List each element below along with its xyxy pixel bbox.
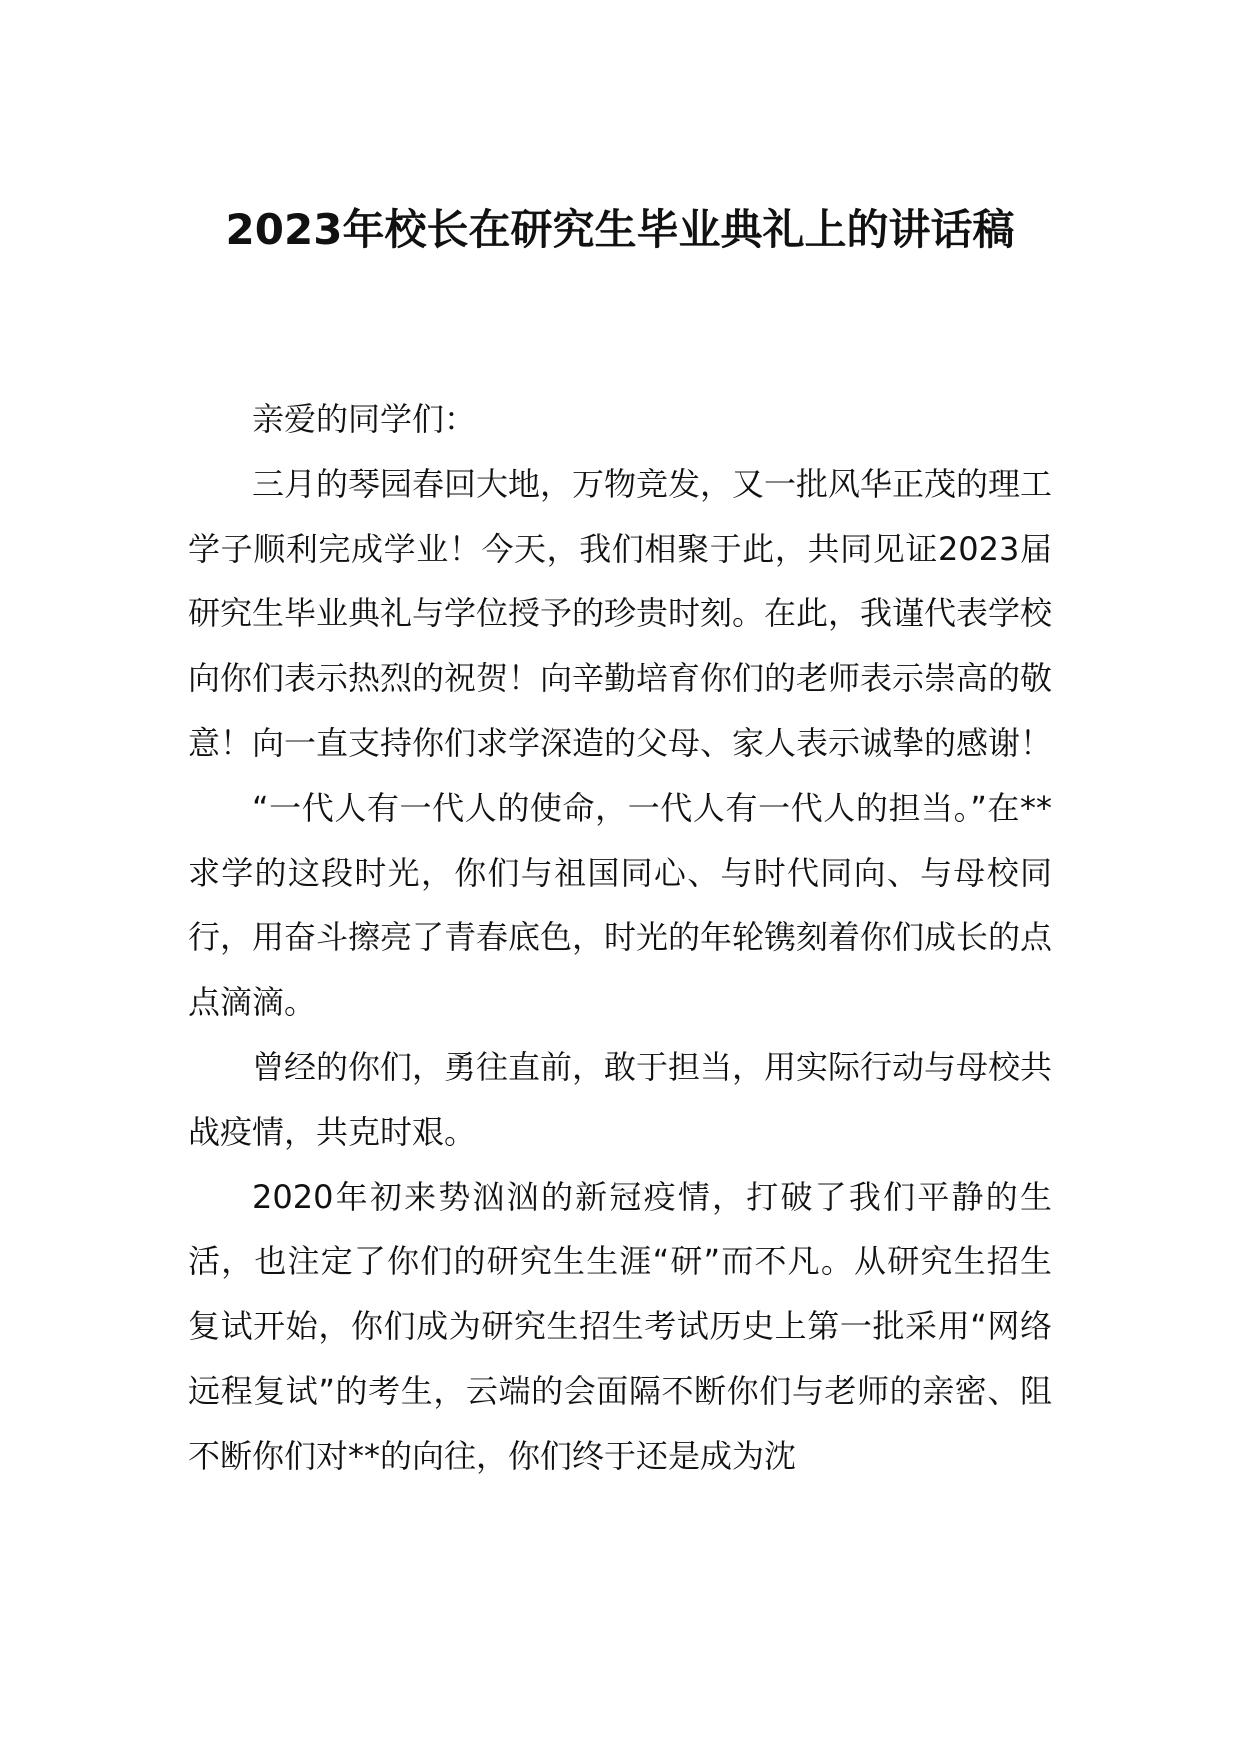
document-title: 2023年校长在研究生毕业典礼上的讲话稿 xyxy=(225,205,1015,254)
paragraph-1: 三月的琴园春回大地，万物竞发，又一批风华正茂的理工学子顺利完成学业！今天，我们相聚于此，共同见证2023届研究生毕业典礼与学位授予的珍贵时刻。在此，我谨代表学校向你们表示热烈的祝贺！向辛勤培育你们的老师表示崇高的敬意！向一直支持你们求学深造的父母、家人表示诚挚的感谢！ xyxy=(188,464,1053,762)
paragraph-4: 2020年初来势汹汹的新冠疫情，打破了我们平静的生活，也注定了你们的研究生生涯“研”而不凡。从研究生招生复试开始，你们成为研究生招生考试历史上第一批采用“网络远程复试”的考生，云端的会面隔不断你们与老师的亲密、阻不断你们对**的向往，你们终于还是成为沈 xyxy=(188,1177,1052,1475)
paragraph-2: “一代人有一代人的使命，一代人有一代人的担当。”在**求学的这段时光，你们与祖国同心、与时代同向、与母校同行，用奋斗擦亮了青春底色，时光的年轮镌刻着你们成长的点点滴滴。 xyxy=(188,788,1053,1022)
greeting: 亲爱的同学们： xyxy=(252,400,477,438)
document-body xyxy=(188,387,1052,1489)
paragraph-3: 曾经的你们，勇往直前，敢于担当，用实际行动与母校共战疫情，共克时艰。 xyxy=(188,1047,1053,1151)
